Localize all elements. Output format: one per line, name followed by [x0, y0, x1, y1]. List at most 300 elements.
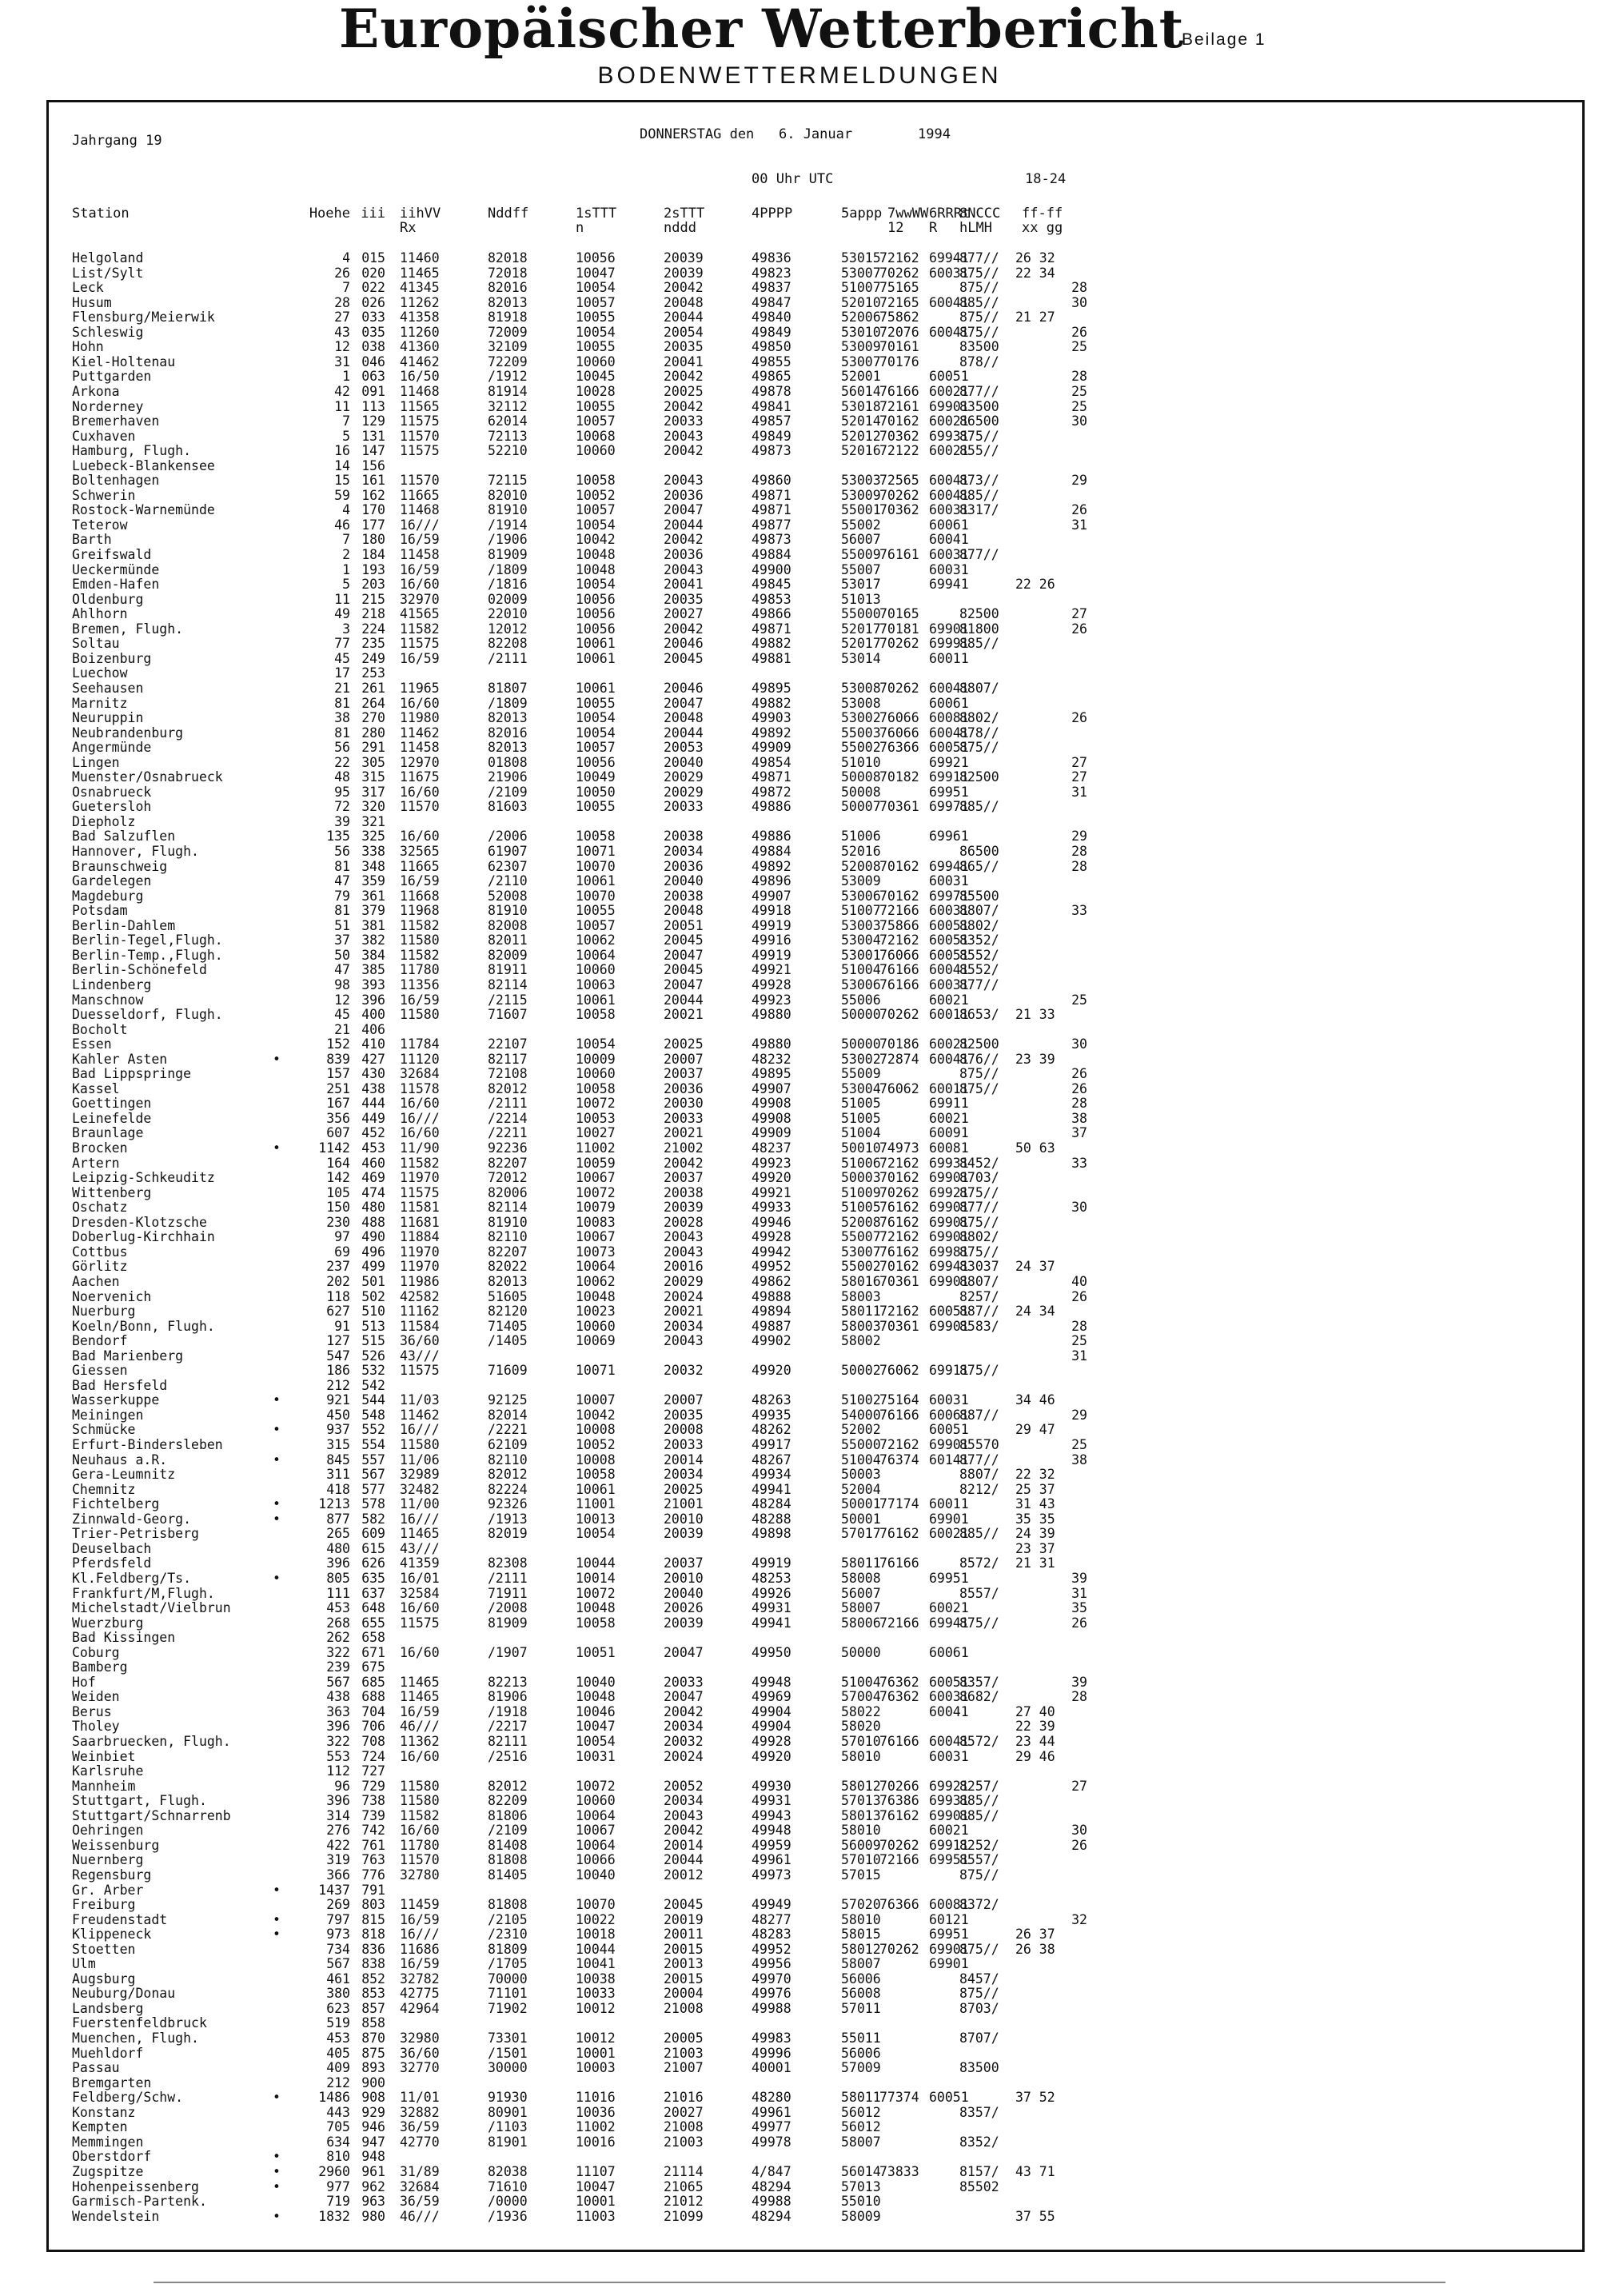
group-nddff: 81603	[488, 799, 528, 815]
group-iihvv: 11565	[400, 398, 440, 414]
station-name: Leipzig-Schkeuditz	[72, 1171, 215, 1186]
group-7wwww: 72162	[879, 1229, 919, 1245]
group-6rrrt: 60011	[929, 1080, 969, 1096]
station-number: 046	[361, 353, 385, 369]
group-1sttt: 10052	[576, 487, 616, 503]
group-1sttt: 10056	[576, 606, 616, 622]
volume-label: Jahrgang 19	[72, 133, 162, 149]
station-name: Hof	[72, 1675, 96, 1690]
group-nddff: 71405	[488, 1318, 528, 1334]
group-nddff: 82008	[488, 917, 528, 933]
group-1sttt: 10056	[576, 754, 616, 770]
group-6rrrt: 60031	[929, 1748, 969, 1764]
group-8nccc: 876//	[959, 1051, 999, 1067]
group-1sttt: 10063	[576, 976, 616, 992]
station-name: Flensburg/Meierwik	[72, 310, 215, 325]
group-2sttt: 20043	[664, 428, 704, 444]
station-height: 269	[326, 1897, 350, 1913]
station-height: 38	[334, 710, 350, 726]
group-nddff: 01808	[488, 754, 528, 770]
group-4pppp: 49969	[752, 1689, 792, 1705]
group-5appp: 51004	[841, 1125, 881, 1141]
group-ff-ff: 37	[1071, 1125, 1087, 1141]
group-nddff: 62307	[488, 858, 528, 874]
group-nddff: /2211	[488, 1125, 528, 1141]
group-nddff: /1705	[488, 1956, 528, 1972]
group-1sttt: 10070	[576, 888, 616, 904]
station-name: Freiburg	[72, 1898, 136, 1913]
group-nddff: 71610	[488, 2178, 528, 2194]
group-8nccc: 8257/	[959, 1288, 999, 1304]
station-name: Arkona	[72, 384, 120, 399]
group-5appp: 58022	[841, 1703, 881, 1719]
group-iihvv: 11462	[400, 1407, 440, 1423]
group-2sttt: 20036	[664, 547, 704, 562]
group-2sttt: 20037	[664, 1170, 704, 1186]
group-iihvv: 11584	[400, 1318, 440, 1334]
group-8nccc: 8653/	[959, 1007, 999, 1023]
group-1sttt: 10060	[576, 353, 616, 369]
header-station: Station	[72, 206, 130, 221]
group-2sttt: 21012	[664, 2194, 704, 2210]
mountain-marker: •	[273, 1051, 281, 1067]
station-name: Cottbus	[72, 1244, 128, 1260]
group-iihvv: 16/60	[400, 1748, 440, 1764]
group-ff-ff: 23 44	[1015, 1734, 1055, 1749]
group-8nccc: 8452/	[959, 1155, 999, 1171]
station-name: Wendelstein	[72, 2209, 160, 2224]
group-6rrrt: 69901	[929, 1214, 969, 1230]
group-1sttt: 10058	[576, 1467, 616, 1483]
station-height: 480	[326, 1540, 350, 1556]
group-ff-ff: 30	[1071, 1200, 1087, 1216]
station-number: 393	[361, 976, 385, 992]
station-height: 719	[326, 2194, 350, 2210]
group-4pppp: 49928	[752, 976, 792, 992]
group-nddff: /2217	[488, 1719, 528, 1735]
station-number: 396	[361, 992, 385, 1008]
group-7wwww: 72076	[879, 324, 919, 340]
station-height: 202	[326, 1273, 350, 1289]
group-1sttt: 10027	[576, 1125, 616, 1141]
group-nddff: 52210	[488, 443, 528, 459]
group-8nccc: 8807/	[959, 680, 999, 696]
station-height: 396	[326, 1555, 350, 1571]
group-7wwww: 76362	[879, 1674, 919, 1690]
group-6rrrt: 60031	[929, 873, 969, 889]
station-number: 321	[361, 813, 385, 829]
group-iihvv: 16/60	[400, 1644, 440, 1660]
station-name: Bremen, Flugh.	[72, 621, 184, 637]
station-height: 319	[326, 1852, 350, 1868]
station-height: 1	[342, 561, 350, 577]
group-ff-ff: 25	[1071, 992, 1087, 1008]
station-name: Bamberg	[72, 1660, 128, 1675]
group-5appp: 51010	[841, 754, 881, 770]
group-nddff: 82308	[488, 1555, 528, 1571]
group-7wwww: 77374	[879, 2090, 919, 2106]
group-1sttt: 10054	[576, 710, 616, 726]
group-5appp: 55010	[841, 2194, 881, 2210]
group-2sttt: 20025	[664, 383, 704, 399]
group-4pppp: 49847	[752, 294, 792, 310]
group-4pppp: 49880	[752, 1036, 792, 1052]
station-number: 704	[361, 1703, 385, 1719]
group-8nccc: 875//	[959, 1066, 999, 1082]
group-7wwww: 70262	[879, 1007, 919, 1023]
group-6rrrt: 60061	[929, 1407, 969, 1423]
group-5appp: 56014	[841, 2163, 881, 2179]
group-iihvv: 11459	[400, 1897, 440, 1913]
group-7wwww: 76062	[879, 1363, 919, 1379]
station-number: 947	[361, 2134, 385, 2150]
group-1sttt: 10016	[576, 2134, 616, 2150]
group-nddff: 22107	[488, 1036, 528, 1052]
group-5appp: 58016	[841, 1273, 881, 1289]
station-number: 818	[361, 1927, 385, 1943]
group-7wwww: 72162	[879, 250, 919, 266]
group-2sttt: 20038	[664, 829, 704, 845]
group-nddff: /1405	[488, 1333, 528, 1349]
station-height: 27	[334, 309, 350, 325]
station-height: 405	[326, 2045, 350, 2061]
group-7wwww: 70176	[879, 353, 919, 369]
group-6rrrt: 69911	[929, 769, 969, 785]
group-2sttt: 20047	[664, 976, 704, 992]
group-4pppp: 49872	[752, 784, 792, 800]
group-iihvv: 11465	[400, 1526, 440, 1542]
station-height: 356	[326, 1110, 350, 1126]
group-iihvv: 11780	[400, 1837, 440, 1853]
group-5appp: 55009	[841, 547, 881, 562]
group-5appp: 55001	[841, 502, 881, 518]
station-number: 791	[361, 1882, 385, 1898]
station-name: Michelstadt/Vielbrun	[72, 1601, 231, 1616]
group-1sttt: 10053	[576, 1110, 616, 1126]
group-iihvv: 11458	[400, 740, 440, 756]
group-7wwww: 72165	[879, 294, 919, 310]
station-height: 322	[326, 1644, 350, 1660]
group-1sttt: 10013	[576, 1511, 616, 1527]
station-name: Braunlage	[72, 1126, 144, 1141]
group-iihvv: 16/59	[400, 1911, 440, 1927]
station-height: 96	[334, 1778, 350, 1794]
station-name: Neubrandenburg	[72, 725, 184, 741]
group-1sttt: 10040	[576, 1867, 616, 1883]
station-number: 490	[361, 1229, 385, 1245]
group-nddff: 92326	[488, 1496, 528, 1512]
station-number: 853	[361, 1986, 385, 2002]
group-5appp: 50007	[841, 799, 881, 815]
group-nddff: 82208	[488, 636, 528, 652]
group-2sttt: 20033	[664, 413, 704, 429]
station-height: 39	[334, 813, 350, 829]
station-height: 366	[326, 1867, 350, 1883]
group-4pppp: 49845	[752, 577, 792, 593]
group-ff-ff: 39	[1071, 1570, 1087, 1586]
station-number: 438	[361, 1080, 385, 1096]
group-7wwww: 76066	[879, 947, 919, 963]
group-5appp: 51006	[841, 829, 881, 845]
group-nddff: 82012	[488, 1467, 528, 1483]
station-name: Stuttgart/Schnarrenb	[72, 1808, 231, 1823]
group-2sttt: 20044	[664, 1852, 704, 1868]
group-4pppp: 49952	[752, 1259, 792, 1275]
group-nddff: 82006	[488, 1184, 528, 1200]
group-1sttt: 10033	[576, 1986, 616, 2002]
group-nddff: 82110	[488, 1229, 528, 1245]
group-iihvv: 36/59	[400, 2194, 440, 2210]
group-5appp: 58003	[841, 1318, 881, 1334]
group-8nccc: 8682/	[959, 1689, 999, 1705]
station-name: Helgoland	[72, 251, 144, 266]
station-name: Hannover, Flugh.	[72, 845, 199, 859]
mountain-marker: •	[273, 1927, 281, 1943]
group-nddff: 82207	[488, 1155, 528, 1171]
station-number: 291	[361, 740, 385, 756]
group-iihvv: 41565	[400, 606, 440, 622]
group-8nccc: 8157/	[959, 2163, 999, 2179]
group-iihvv: 16/59	[400, 650, 440, 666]
group-8nccc: 877//	[959, 1200, 999, 1216]
group-4pppp: 49931	[752, 1793, 792, 1809]
group-2sttt: 20015	[664, 1941, 704, 1957]
group-2sttt: 20047	[664, 1644, 704, 1660]
group-nddff: 81910	[488, 502, 528, 518]
group-iihvv: 41358	[400, 309, 440, 325]
group-5appp: 52017	[841, 636, 881, 652]
group-2sttt: 20034	[664, 1467, 704, 1483]
station-name: Freudenstadt	[72, 1912, 168, 1927]
group-4pppp: 49952	[752, 1941, 792, 1957]
group-1sttt: 10028	[576, 383, 616, 399]
group-4pppp: 49935	[752, 1407, 792, 1423]
group-8nccc: 8572/	[959, 1555, 999, 1571]
station-number: 776	[361, 1867, 385, 1883]
group-ff-ff: 50 63	[1015, 1140, 1055, 1156]
group-4pppp: 49988	[752, 2000, 792, 2016]
group-6rrrt: 69921	[929, 754, 969, 770]
group-5appp: 53008	[841, 695, 881, 711]
group-1sttt: 10036	[576, 2104, 616, 2120]
group-6rrrt: 60021	[929, 413, 969, 429]
station-height: 5	[342, 428, 350, 444]
group-4pppp: 49919	[752, 917, 792, 933]
group-ff-ff: 25	[1071, 398, 1087, 414]
group-1sttt: 10057	[576, 502, 616, 518]
group-nddff: 72113	[488, 428, 528, 444]
group-1sttt: 10072	[576, 1096, 616, 1112]
group-nddff: /1918	[488, 1703, 528, 1719]
station-number: 875	[361, 2045, 385, 2061]
station-number: 215	[361, 591, 385, 607]
station-name: Stuttgart, Flugh.	[72, 1794, 207, 1809]
station-height: 157	[326, 1066, 350, 1082]
group-4pppp: 49926	[752, 1585, 792, 1601]
group-1sttt: 10061	[576, 992, 616, 1008]
station-name: Bad Marienberg	[72, 1348, 184, 1364]
group-ff-ff: 25	[1071, 1437, 1087, 1452]
group-4pppp: 49919	[752, 1555, 792, 1571]
group-7wwww: 70162	[879, 413, 919, 429]
group-4pppp: 49961	[752, 1852, 792, 1868]
group-1sttt: 10060	[576, 1066, 616, 1082]
report-header	[0, 0, 1599, 66]
group-4pppp: 49900	[752, 561, 792, 577]
group-5appp: 57010	[841, 1734, 881, 1749]
group-ff-ff: 28	[1071, 1096, 1087, 1112]
mountain-marker: •	[273, 1511, 281, 1527]
group-nddff: 81809	[488, 1941, 528, 1957]
station-name: Brocken	[72, 1141, 128, 1156]
group-ff-ff: 26	[1071, 502, 1087, 518]
group-1sttt: 10055	[576, 695, 616, 711]
station-height: 453	[326, 1600, 350, 1616]
group-6rrrt: 69901	[929, 1318, 969, 1334]
group-7wwww: 75866	[879, 917, 919, 933]
station-name: Gr. Arber	[72, 1883, 144, 1898]
group-2sttt: 20043	[664, 473, 704, 489]
station-number: 724	[361, 1748, 385, 1764]
group-5appp: 57013	[841, 1793, 881, 1809]
group-1sttt: 11001	[576, 1496, 616, 1512]
group-5appp: 50008	[841, 769, 881, 785]
station-number: 224	[361, 621, 385, 637]
group-iihvv: 42582	[400, 1288, 440, 1304]
group-5appp: 58015	[841, 1927, 881, 1943]
group-8nccc: 885//	[959, 1793, 999, 1809]
group-iihvv: 11575	[400, 443, 440, 459]
group-1sttt: 10055	[576, 309, 616, 325]
station-name: Hamburg, Flugh.	[72, 444, 192, 459]
header-2sttt: 2sTTT nddd	[664, 206, 705, 236]
station-number: 499	[361, 1259, 385, 1275]
mountain-marker: •	[273, 2208, 281, 2224]
group-nddff: /2105	[488, 1911, 528, 1927]
group-8nccc: 855//	[959, 443, 999, 459]
group-ff-ff: 28	[1071, 280, 1087, 296]
group-ff-ff: 27	[1071, 769, 1087, 785]
group-5appp: 58003	[841, 1288, 881, 1304]
group-2sttt: 20039	[664, 1615, 704, 1631]
group-nddff: 82009	[488, 947, 528, 963]
group-ff-ff: 30	[1071, 1036, 1087, 1052]
station-name: Oehringen	[72, 1823, 144, 1839]
group-6rrrt: 69901	[929, 1200, 969, 1216]
group-2sttt: 20047	[664, 1689, 704, 1705]
group-iihvv: 11260	[400, 324, 440, 340]
station-height: 450	[326, 1407, 350, 1423]
group-nddff: 62109	[488, 1437, 528, 1452]
group-7wwww: 70161	[879, 339, 919, 355]
group-iihvv: 11581	[400, 1200, 440, 1216]
group-nddff: 62014	[488, 413, 528, 429]
group-6rrrt: 69901	[929, 1941, 969, 1957]
group-2sttt: 20044	[664, 992, 704, 1008]
station-height: 322	[326, 1734, 350, 1749]
group-5appp: 58006	[841, 1615, 881, 1631]
group-4pppp: 49959	[752, 1837, 792, 1853]
group-iihvv: 11362	[400, 1734, 440, 1749]
station-number: 838	[361, 1956, 385, 1972]
group-iihvv: 16/59	[400, 561, 440, 577]
station-name: Weinbiet	[72, 1749, 136, 1764]
group-7wwww: 76162	[879, 1807, 919, 1823]
station-height: 127	[326, 1333, 350, 1349]
station-number: 893	[361, 2060, 385, 2076]
group-4pppp: 48262	[752, 1422, 792, 1438]
group-5appp: 53015	[841, 250, 881, 266]
mountain-marker: •	[273, 1140, 281, 1156]
group-7wwww: 72565	[879, 473, 919, 489]
group-7wwww: 72874	[879, 1051, 919, 1067]
group-2sttt: 20034	[664, 1793, 704, 1809]
group-1sttt: 10048	[576, 1288, 616, 1304]
group-5appp: 58011	[841, 1304, 881, 1320]
group-4pppp: 49978	[752, 2134, 792, 2150]
station-name: Koeln/Bonn, Flugh.	[72, 1319, 215, 1334]
group-2sttt: 20013	[664, 1956, 704, 1972]
group-iihvv: 11780	[400, 962, 440, 978]
group-iihvv: 16/60	[400, 1125, 440, 1141]
group-iihvv: 11580	[400, 1007, 440, 1023]
station-number: 658	[361, 1630, 385, 1646]
station-name: Giessen	[72, 1364, 128, 1379]
group-1sttt: 10067	[576, 1229, 616, 1245]
station-height: 396	[326, 1793, 350, 1809]
group-4pppp: 49934	[752, 1467, 792, 1483]
group-8nccc: 8807/	[959, 1273, 999, 1289]
group-iihvv: 11/90	[400, 1140, 440, 1156]
header-hoehe: Hoehe	[309, 206, 350, 222]
group-4pppp: 49909	[752, 740, 792, 756]
station-name: Schmücke	[72, 1423, 136, 1438]
group-6rrrt: 60061	[929, 695, 969, 711]
station-name: Kahler Asten	[72, 1052, 168, 1067]
mountain-marker: •	[273, 1496, 281, 1512]
group-2sttt: 20047	[664, 502, 704, 518]
station-height: 81	[334, 695, 350, 711]
group-iihvv: 32980	[400, 2030, 440, 2046]
group-1sttt: 11002	[576, 2119, 616, 2135]
group-7wwww: 73833	[879, 2163, 919, 2179]
group-4pppp: 49854	[752, 754, 792, 770]
group-1sttt: 10067	[576, 1170, 616, 1186]
group-8nccc: 877//	[959, 547, 999, 562]
group-nddff: 82019	[488, 1526, 528, 1542]
group-1sttt: 10054	[576, 725, 616, 741]
station-name: Potsdam	[72, 904, 128, 919]
station-number: 900	[361, 2074, 385, 2090]
group-nddff: 71607	[488, 1007, 528, 1023]
station-name: Diepholz	[72, 814, 136, 829]
group-5appp: 57011	[841, 2000, 881, 2016]
group-4pppp: 48283	[752, 1927, 792, 1943]
group-iihvv: 16/01	[400, 1570, 440, 1586]
station-name: Ulm	[72, 1957, 96, 1972]
group-1sttt: 10048	[576, 561, 616, 577]
group-4pppp: 49973	[752, 1867, 792, 1883]
group-2sttt: 20033	[664, 799, 704, 815]
group-6rrrt: 60011	[929, 650, 969, 666]
station-height: 230	[326, 1214, 350, 1230]
group-5appp: 55002	[841, 1259, 881, 1275]
station-name: Gera-Leumnitz	[72, 1467, 176, 1483]
group-2sttt: 20043	[664, 1807, 704, 1823]
group-5appp: 55003	[841, 725, 881, 741]
station-name: Leinefelde	[72, 1111, 152, 1126]
group-iihvv: 16/59	[400, 992, 440, 1008]
